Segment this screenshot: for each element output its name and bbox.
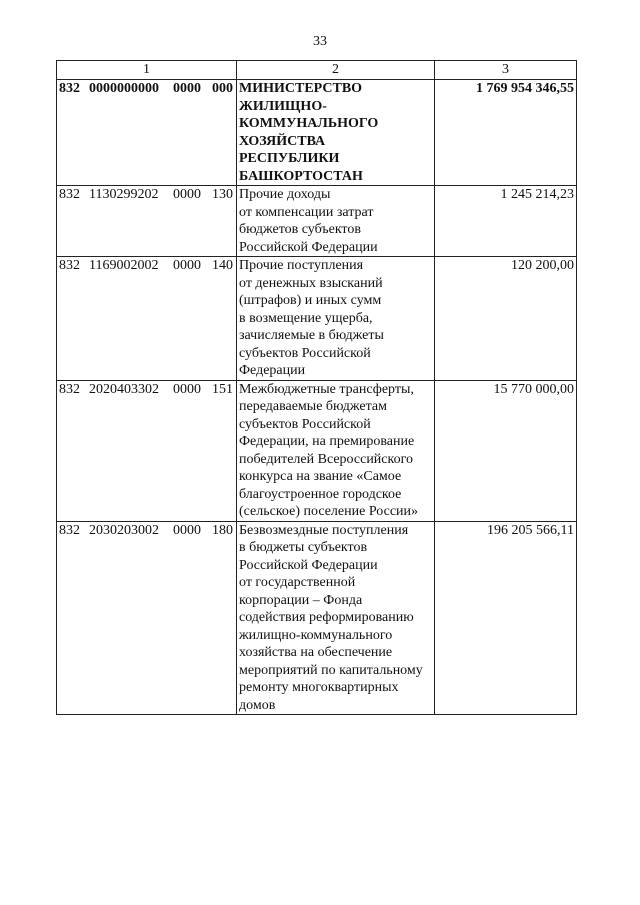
revenue-name-cell: МИНИСТЕРСТВО ЖИЛИЩНО- КОММУНАЛЬНОГО ХОЗЯЙСТВА РЕСПУБЛИКИ БАШКОРТОСТАН <box>237 80 435 186</box>
revenue-name-cell: Безвозмездные поступления в бюджеты субъектов Российской Федерации от государственной корпорации – Фонда содействия реформированию жилищно-коммунального хозяйства на обеспечение мероприятий по капитальному ремонту многоквартирных домов <box>237 521 435 715</box>
table-row <box>57 380 577 521</box>
admin-code: 832 <box>59 258 80 273</box>
table-row <box>57 257 577 381</box>
amount-cell: 120 200,00 <box>435 257 577 381</box>
classification-code-cell <box>57 380 237 521</box>
column-header-code: 1 <box>57 61 237 80</box>
admin-code: 832 <box>59 187 80 202</box>
economic-code: 151 <box>212 381 233 397</box>
page-number: 33 <box>313 34 327 49</box>
admin-code: 832 <box>59 81 80 96</box>
revenue-code: 0000000000 <box>89 81 159 96</box>
budget-revenue-table <box>56 60 577 715</box>
amount-cell: 1 245 214,23 <box>435 186 577 257</box>
classification-code-cell <box>57 521 237 715</box>
admin-code: 832 <box>59 522 80 538</box>
economic-code: 180 <box>212 522 233 538</box>
table-row <box>57 186 577 257</box>
amount-cell: 196 205 566,11 <box>435 521 577 715</box>
table-header-row <box>57 61 577 80</box>
admin-code: 832 <box>59 381 80 397</box>
revenue-code: 1169002002 <box>89 258 159 273</box>
program-code: 0000 <box>173 187 201 202</box>
program-code: 0000 <box>173 381 201 397</box>
economic-code: 000 <box>212 81 233 96</box>
revenue-name-cell: Прочие поступления от денежных взысканий (штрафов) и иных сумм в возмещение ущерба, зачисляемые в бюджеты субъектов Российской Федерации <box>237 257 435 381</box>
program-code: 0000 <box>173 81 201 96</box>
revenue-code: 2020403302 <box>89 381 159 397</box>
table-row <box>57 521 577 715</box>
economic-code: 140 <box>212 258 233 273</box>
column-header-name: 2 <box>237 61 435 80</box>
program-code: 0000 <box>173 258 201 273</box>
classification-code-cell <box>57 257 237 381</box>
program-code: 0000 <box>173 522 201 538</box>
economic-code: 130 <box>212 187 233 202</box>
revenue-name-cell: Межбюджетные трансферты, передаваемые бюджетам субъектов Российской Федерации, на премирование победителей Всероссийского конкурса на звание «Самое благоустроенное городское (сельское) поселение России» <box>237 380 435 521</box>
revenue-code: 1130299202 <box>89 187 159 202</box>
revenue-name-cell: Прочие доходы от компенсации затрат бюджетов субъектов Российской Федерации <box>237 186 435 257</box>
classification-code-cell <box>57 80 237 186</box>
classification-code-cell <box>57 186 237 257</box>
revenue-code: 2030203002 <box>89 522 159 538</box>
column-header-amount: 3 <box>435 61 577 80</box>
table-row <box>57 80 577 186</box>
amount-cell: 1 769 954 346,55 <box>435 80 577 186</box>
amount-cell: 15 770 000,00 <box>435 380 577 521</box>
